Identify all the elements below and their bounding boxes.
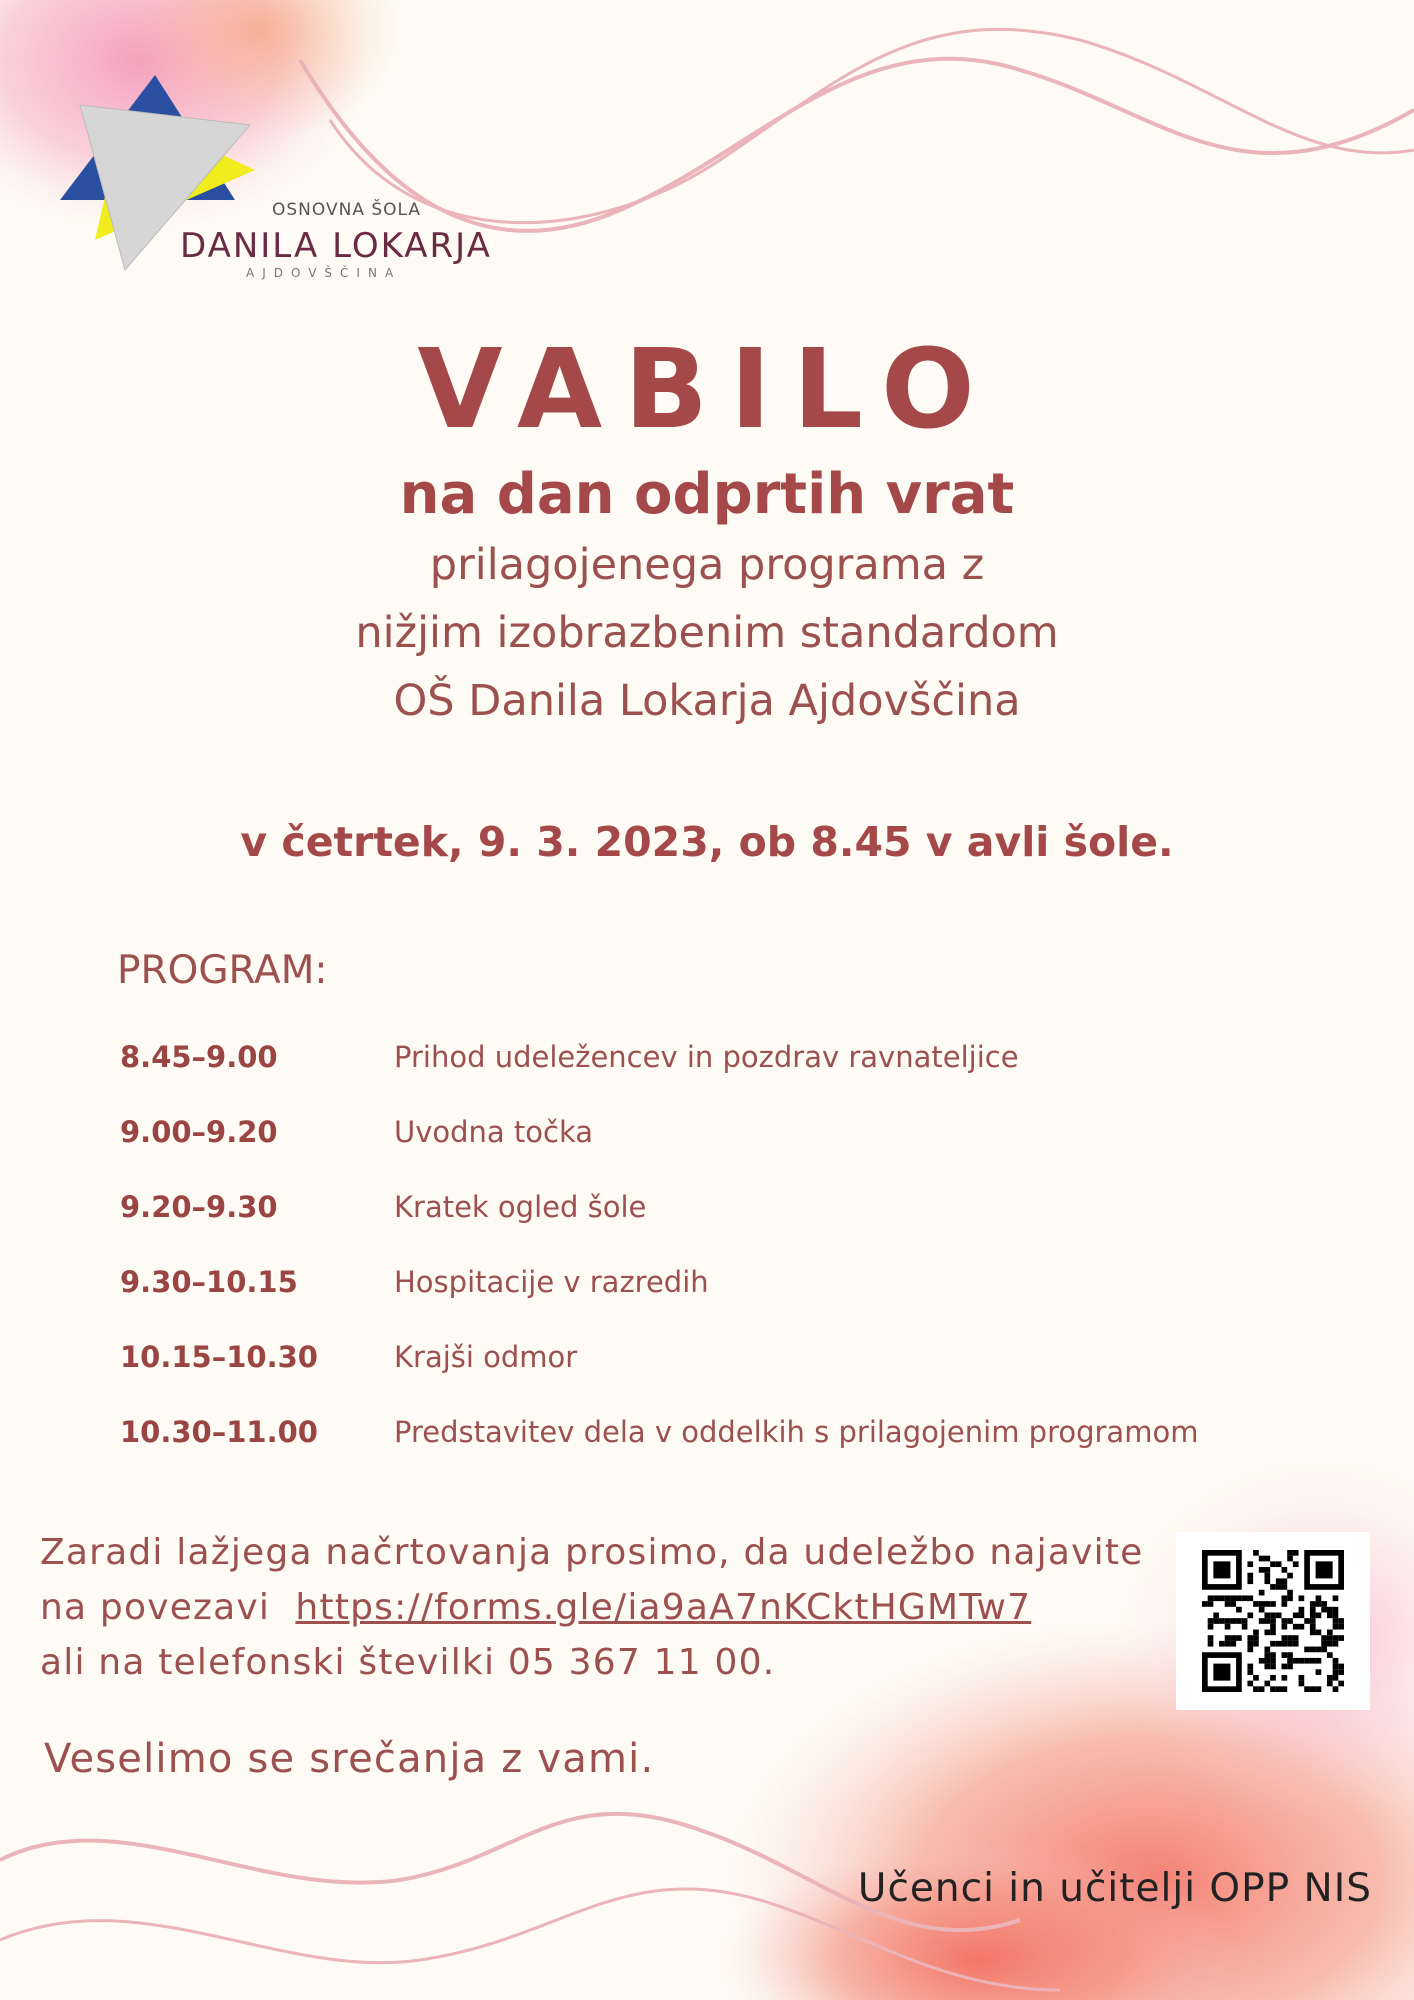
signature: Učenci in učitelji OPP NIS [857, 1866, 1372, 1911]
schedule-time: 10.15–10.30 [120, 1340, 318, 1374]
program-description-line-2: nižjim izobrazbenim standardom [355, 608, 1059, 658]
schedule-time: 9.00–9.20 [120, 1115, 278, 1149]
schedule-description: Hospitacije v razredih [394, 1265, 709, 1299]
qr-code[interactable] [1176, 1532, 1370, 1710]
registration-line-1: Zaradi lažjega načrtovanja prosimo, da udeležbo najavite [40, 1532, 1144, 1573]
registration-form-link[interactable]: https://forms.gle/ia9aA7nKCktHGMTw7 [295, 1587, 1032, 1628]
schedule-description: Prihod udeležencev in pozdrav ravnateljice [394, 1040, 1019, 1074]
registration-phone-line: ali na telefonski številki 05 367 11 00. [40, 1642, 776, 1683]
event-date: v četrtek, 9. 3. 2023, ob 8.45 v avli šole. [240, 818, 1174, 866]
logo-town: AJDOVŠČINA [246, 266, 402, 280]
schedule-time: 9.20–9.30 [120, 1190, 278, 1224]
page-subtitle: na dan odprtih vrat [399, 462, 1015, 527]
logo-small-text: OSNOVNA ŠOLA [272, 200, 422, 220]
page-title: VABILO [417, 325, 997, 453]
schedule-description: Kratek ogled šole [394, 1190, 647, 1224]
program-description-line-1: prilagojenega programa z [429, 540, 985, 590]
registration-line-2 [40, 1587, 1031, 1628]
schedule-description: Krajši odmor [394, 1340, 578, 1374]
schedule-time: 8.45–9.00 [120, 1040, 278, 1074]
schedule-description: Uvodna točka [394, 1115, 594, 1149]
closing-text: Veselimo se srečanja z vami. [44, 1736, 655, 1782]
school-name-line: OŠ Danila Lokarja Ajdovščina [393, 676, 1021, 726]
qr-code-icon [1202, 1550, 1344, 1692]
logo-school-name: DANILA LOKARJA [180, 226, 492, 266]
registration-link-prefix: na povezavi [40, 1587, 271, 1628]
schedule-time: 10.30–11.00 [120, 1415, 318, 1449]
schedule-description: Predstavitev dela v oddelkih s prilagojenim programom [394, 1415, 1199, 1449]
program-heading: PROGRAM: [117, 948, 328, 993]
schedule-time: 9.30–10.15 [120, 1265, 298, 1299]
